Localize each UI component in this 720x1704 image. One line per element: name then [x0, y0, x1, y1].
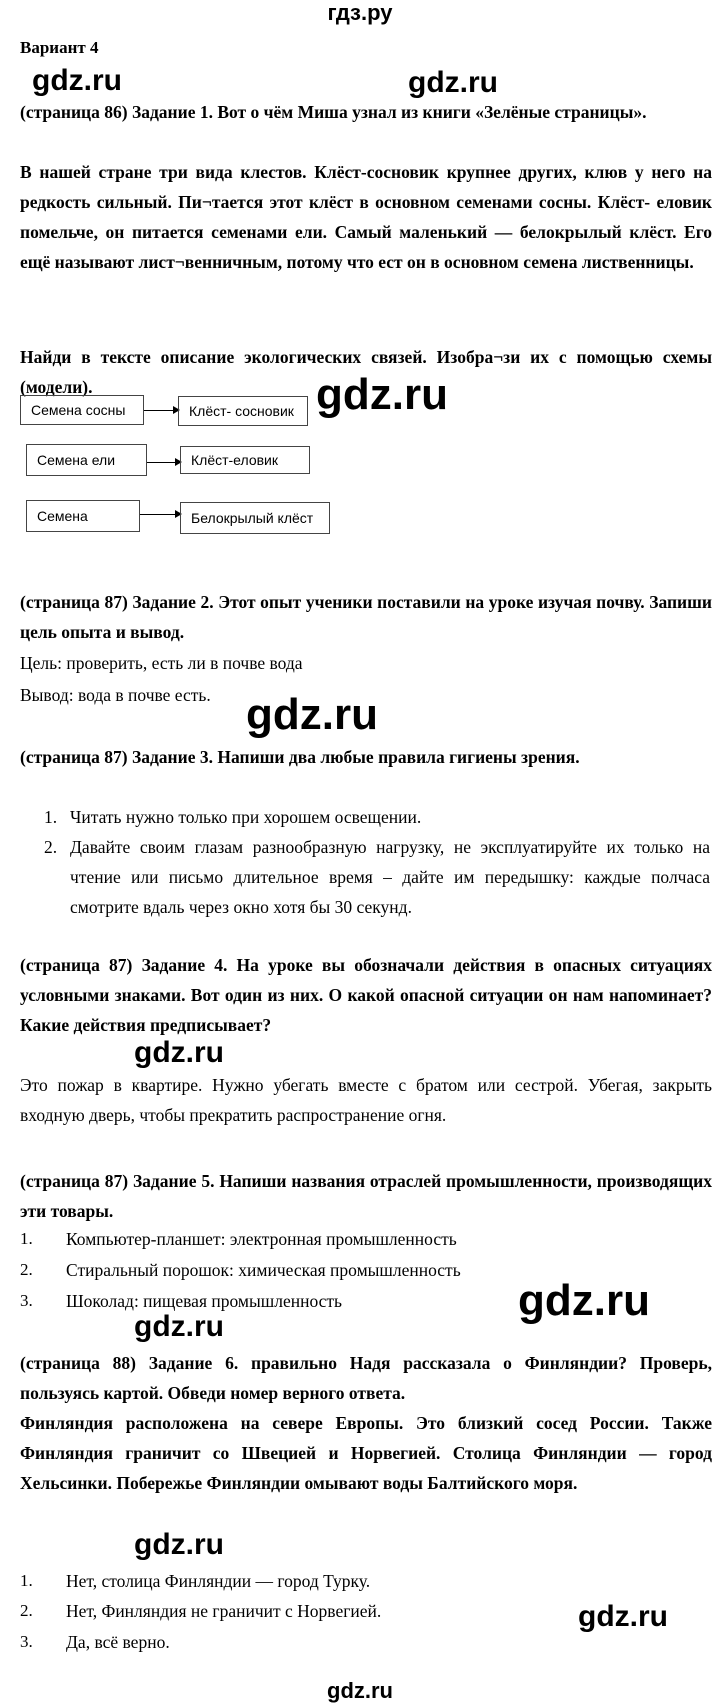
diagram-arrow-3 — [140, 514, 180, 515]
list-number: 2. — [20, 1260, 33, 1279]
task6-item-2: Нет, Финляндия не граничит с Норвегией. — [66, 1601, 382, 1621]
watermark: gdz.ru — [316, 370, 448, 419]
task5-heading: (страница 87) Задание 5. Напиши названия отраслей промышленности, производящих эти товары. — [20, 1171, 712, 1221]
site-title: гдз.ру — [327, 0, 393, 25]
watermark: gdz.ru — [134, 1310, 224, 1343]
task1-heading: (страница 86) Задание 1. Вот о чём Миша узнал из книги «Зелёные страницы». — [20, 102, 647, 122]
diagram-source-1: Семена сосны — [20, 395, 144, 425]
list-number: 2. — [44, 837, 58, 857]
task5-item-2: Стиральный порошок: химическая промышленность — [66, 1260, 461, 1280]
task2-heading: (страница 87) Задание 2. Этот опыт ученики поставили на уроке изучая почву. Запиши цель опыта и вывод. — [20, 592, 712, 642]
watermark: gdz.ru — [134, 1528, 224, 1561]
task4-heading: (страница 87) Задание 4. На уроке вы обозначали действия в опасных ситуациях условными знаками. Вот один из них. О какой опасной ситуации он нам напоминает? Какие действия предписывает? — [20, 955, 712, 1035]
list-number: 1. — [20, 1571, 33, 1590]
task4-answer: Это пожар в квартире. Нужно убегать вместе с братом или сестрой. Убегая, закрыть входную дверь, чтобы прекратить распространение огня. — [20, 1075, 712, 1125]
task5-item-3: Шоколад: пищевая промышленность — [66, 1291, 343, 1311]
task6-heading: (страница 88) Задание 6. правильно Надя рассказала о Финляндии? Проверь, пользуясь картой. Обведи номер верного ответа. — [20, 1353, 712, 1403]
task5-item-1: Компьютер-планшет: электронная промышленность — [66, 1229, 457, 1249]
diagram-arrow-1 — [144, 410, 178, 411]
watermark: gdz.ru — [246, 690, 378, 739]
diagram-source-2: Семена ели — [26, 444, 147, 476]
task1-text: В нашей стране три вида клестов. Клёст-сосновик крупнее других, клюв у него на редкость сильный. Пи¬тается этот клёст в основном семенами сосны. Клёст- еловик помельче, он питается семенами ели. Самый маленький — белокрылый клёст. Его ещё называют лист¬венничным, потому что ест он в основном семена лиственницы. — [20, 162, 712, 272]
list-number: 1. — [20, 1229, 33, 1248]
task3-heading: (страница 87) Задание 3. Напиши два любые правила гигиены зрения. — [20, 747, 580, 767]
watermark: gdz.ru — [408, 66, 498, 99]
list-number: 1. — [44, 807, 58, 827]
task1-question: Найди в тексте описание экологических связей. Изобра¬зи их с помощью схемы (модели). — [20, 347, 712, 397]
list-number: 3. — [20, 1291, 33, 1310]
watermark: gdz.ru — [32, 64, 122, 97]
footer-site: gdz.ru — [327, 1678, 393, 1703]
watermark: gdz.ru — [134, 1036, 224, 1069]
task2-goal: Цель: проверить, есть ли в почве вода — [20, 653, 303, 673]
diagram-arrow-2 — [147, 462, 180, 463]
watermark: gdz.ru — [518, 1276, 650, 1325]
watermark: gdz.ru — [578, 1600, 668, 1633]
diagram-target-3: Белокрылый клёст — [180, 502, 330, 534]
task3-item-1: Читать нужно только при хорошем освещении. — [70, 807, 422, 827]
variant-title: Вариант 4 — [20, 38, 99, 57]
list-number: 2. — [20, 1601, 33, 1620]
task2-conclusion: Вывод: вода в почве есть. — [20, 685, 211, 705]
task6-item-1: Нет, столица Финляндии — город Турку. — [66, 1571, 371, 1591]
task6-text: Финляндия расположена на севере Европы. Это близкий сосед России. Также Финляндия граничит со Швецией и Норвегией. Столица Финляндии — город Хельсинки. Побережье Финляндии омывают воды Балтийского моря. — [20, 1413, 712, 1493]
list-number: 3. — [20, 1632, 33, 1651]
diagram-source-3: Семена — [26, 500, 140, 532]
diagram-target-2: Клёст-еловик — [180, 446, 310, 474]
task3-item-2: Давайте своим глазам разнообразную нагрузку, не эксплуатируйте их только на чтение или письмо длительное время – дайте им передышку: каждые полчаса смотрите вдаль через окно хотя бы 30 секунд. — [70, 837, 710, 917]
task6-item-3: Да, всё верно. — [66, 1632, 170, 1652]
diagram-target-1: Клёст- сосновик — [178, 396, 308, 426]
